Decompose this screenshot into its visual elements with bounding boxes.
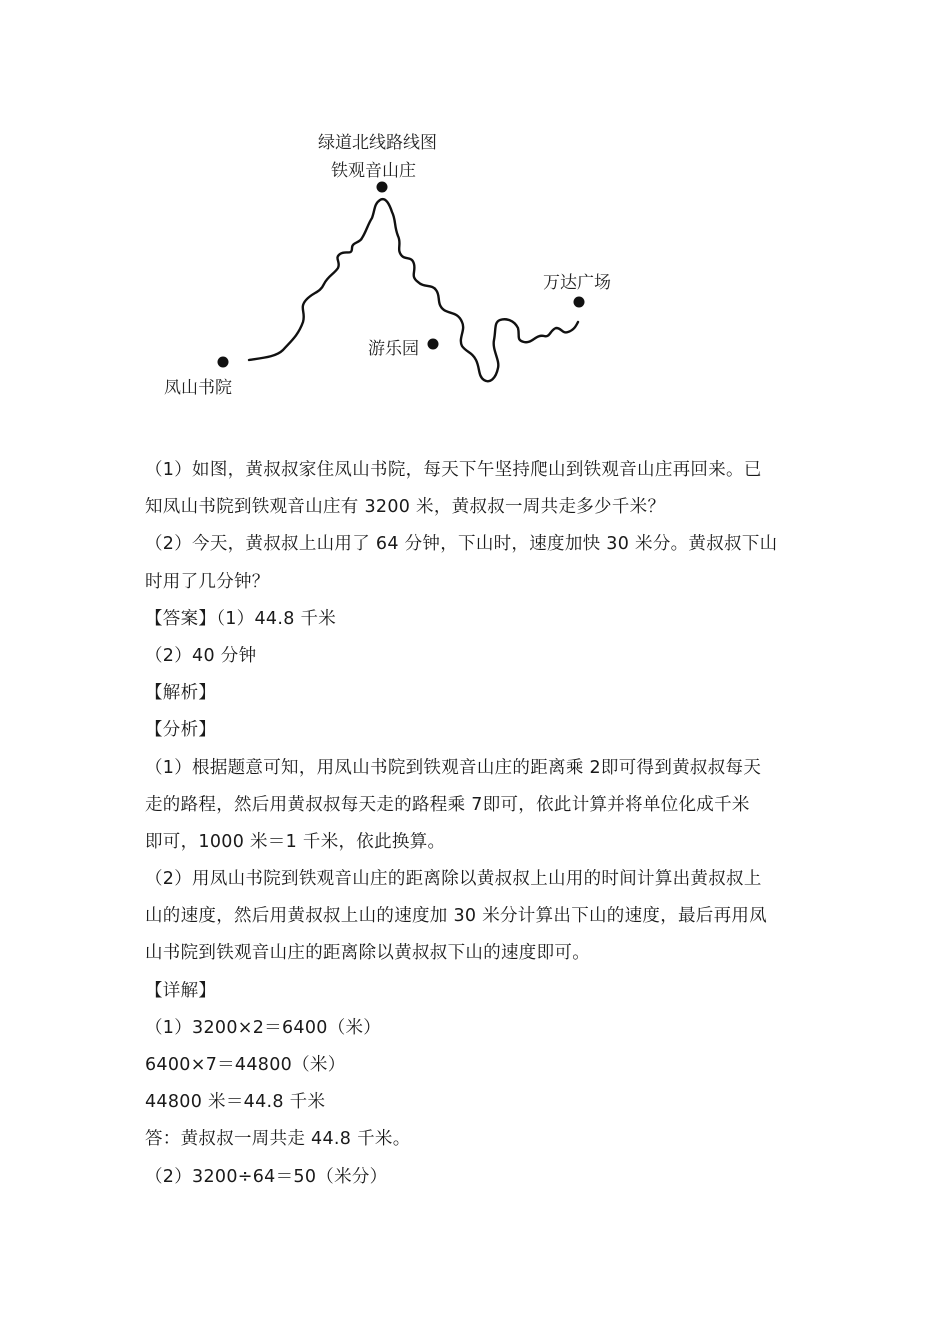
breakdown-heading: 【分析】: [145, 720, 217, 741]
calc-1-step-1: （1）3200×2＝6400（米）: [145, 1017, 382, 1038]
label-fengshan: 凤山书院: [164, 378, 232, 398]
map-title: 绿道北线路线图: [318, 133, 437, 153]
breakdown-1-line-1: （1）根据题意可知，用凤山书院到铁观音山庄的距离乘 2即可得到黄叔叔每天: [145, 757, 762, 778]
breakdown-2-line-2: 山的速度，然后用黄叔叔上山的速度加 30 米分计算出下山的速度，最后再用凤: [145, 906, 767, 927]
route-map: [0, 0, 950, 420]
details-heading: 【详解】: [145, 980, 217, 1001]
place-marker-wanda: [574, 297, 585, 308]
place-marker-tieguanyin: [377, 182, 388, 193]
question-2-line-1: （2）今天，黄叔叔上山用了 64 分钟，下山时，速度加快 30 米分。黄叔叔下山: [145, 534, 778, 555]
question-1-line-1: （1）如图，黄叔叔家住凤山书院，每天下午坚持爬山到铁观音山庄再回来。已: [145, 460, 762, 480]
place-marker-fengshan: [218, 357, 229, 368]
breakdown-2-line-3: 山书院到铁观音山庄的距离除以黄叔叔下山的速度即可。: [145, 943, 590, 964]
question-and-solution: [145, 452, 815, 1196]
calc-1-step-2: 6400×7＝44800（米）: [145, 1055, 346, 1075]
calc-2-step-1: （2）3200÷64＝50（米分）: [145, 1166, 388, 1187]
answer-2: （2）40 分钟: [145, 645, 257, 666]
question-2-line-2: 时用了几分钟？: [145, 571, 270, 592]
analysis-heading: 【解析】: [145, 683, 217, 704]
question-1-line-2: 知凤山书院到铁观音山庄有 3200 米，黄叔叔一周共走多少千米？: [145, 497, 666, 518]
answer-1: 【答案】（1）44.8 千米: [145, 608, 337, 629]
label-youleyuan: 游乐园: [368, 339, 419, 359]
place-marker-youleyuan: [428, 339, 439, 350]
label-wanda: 万达广场: [543, 273, 611, 293]
calc-1-conclusion: 答：黄叔叔一周共走 44.8 千米。: [145, 1129, 411, 1150]
calc-1-step-3: 44800 米＝44.8 千米: [145, 1092, 326, 1113]
label-tieguanyin: 铁观音山庄: [331, 161, 416, 181]
breakdown-2-line-1: （2）用凤山书院到铁观音山庄的距离除以黄叔叔上山用的时间计算出黄叔叔上: [145, 869, 762, 890]
breakdown-1-line-3: 即可，1000 米＝1 千米，依此换算。: [145, 831, 446, 852]
route-map-drawing: [0, 0, 950, 420]
breakdown-1-line-2: 走的路程，然后用黄叔叔每天走的路程乘 7即可，依此计算并将单位化成千米: [145, 794, 750, 815]
